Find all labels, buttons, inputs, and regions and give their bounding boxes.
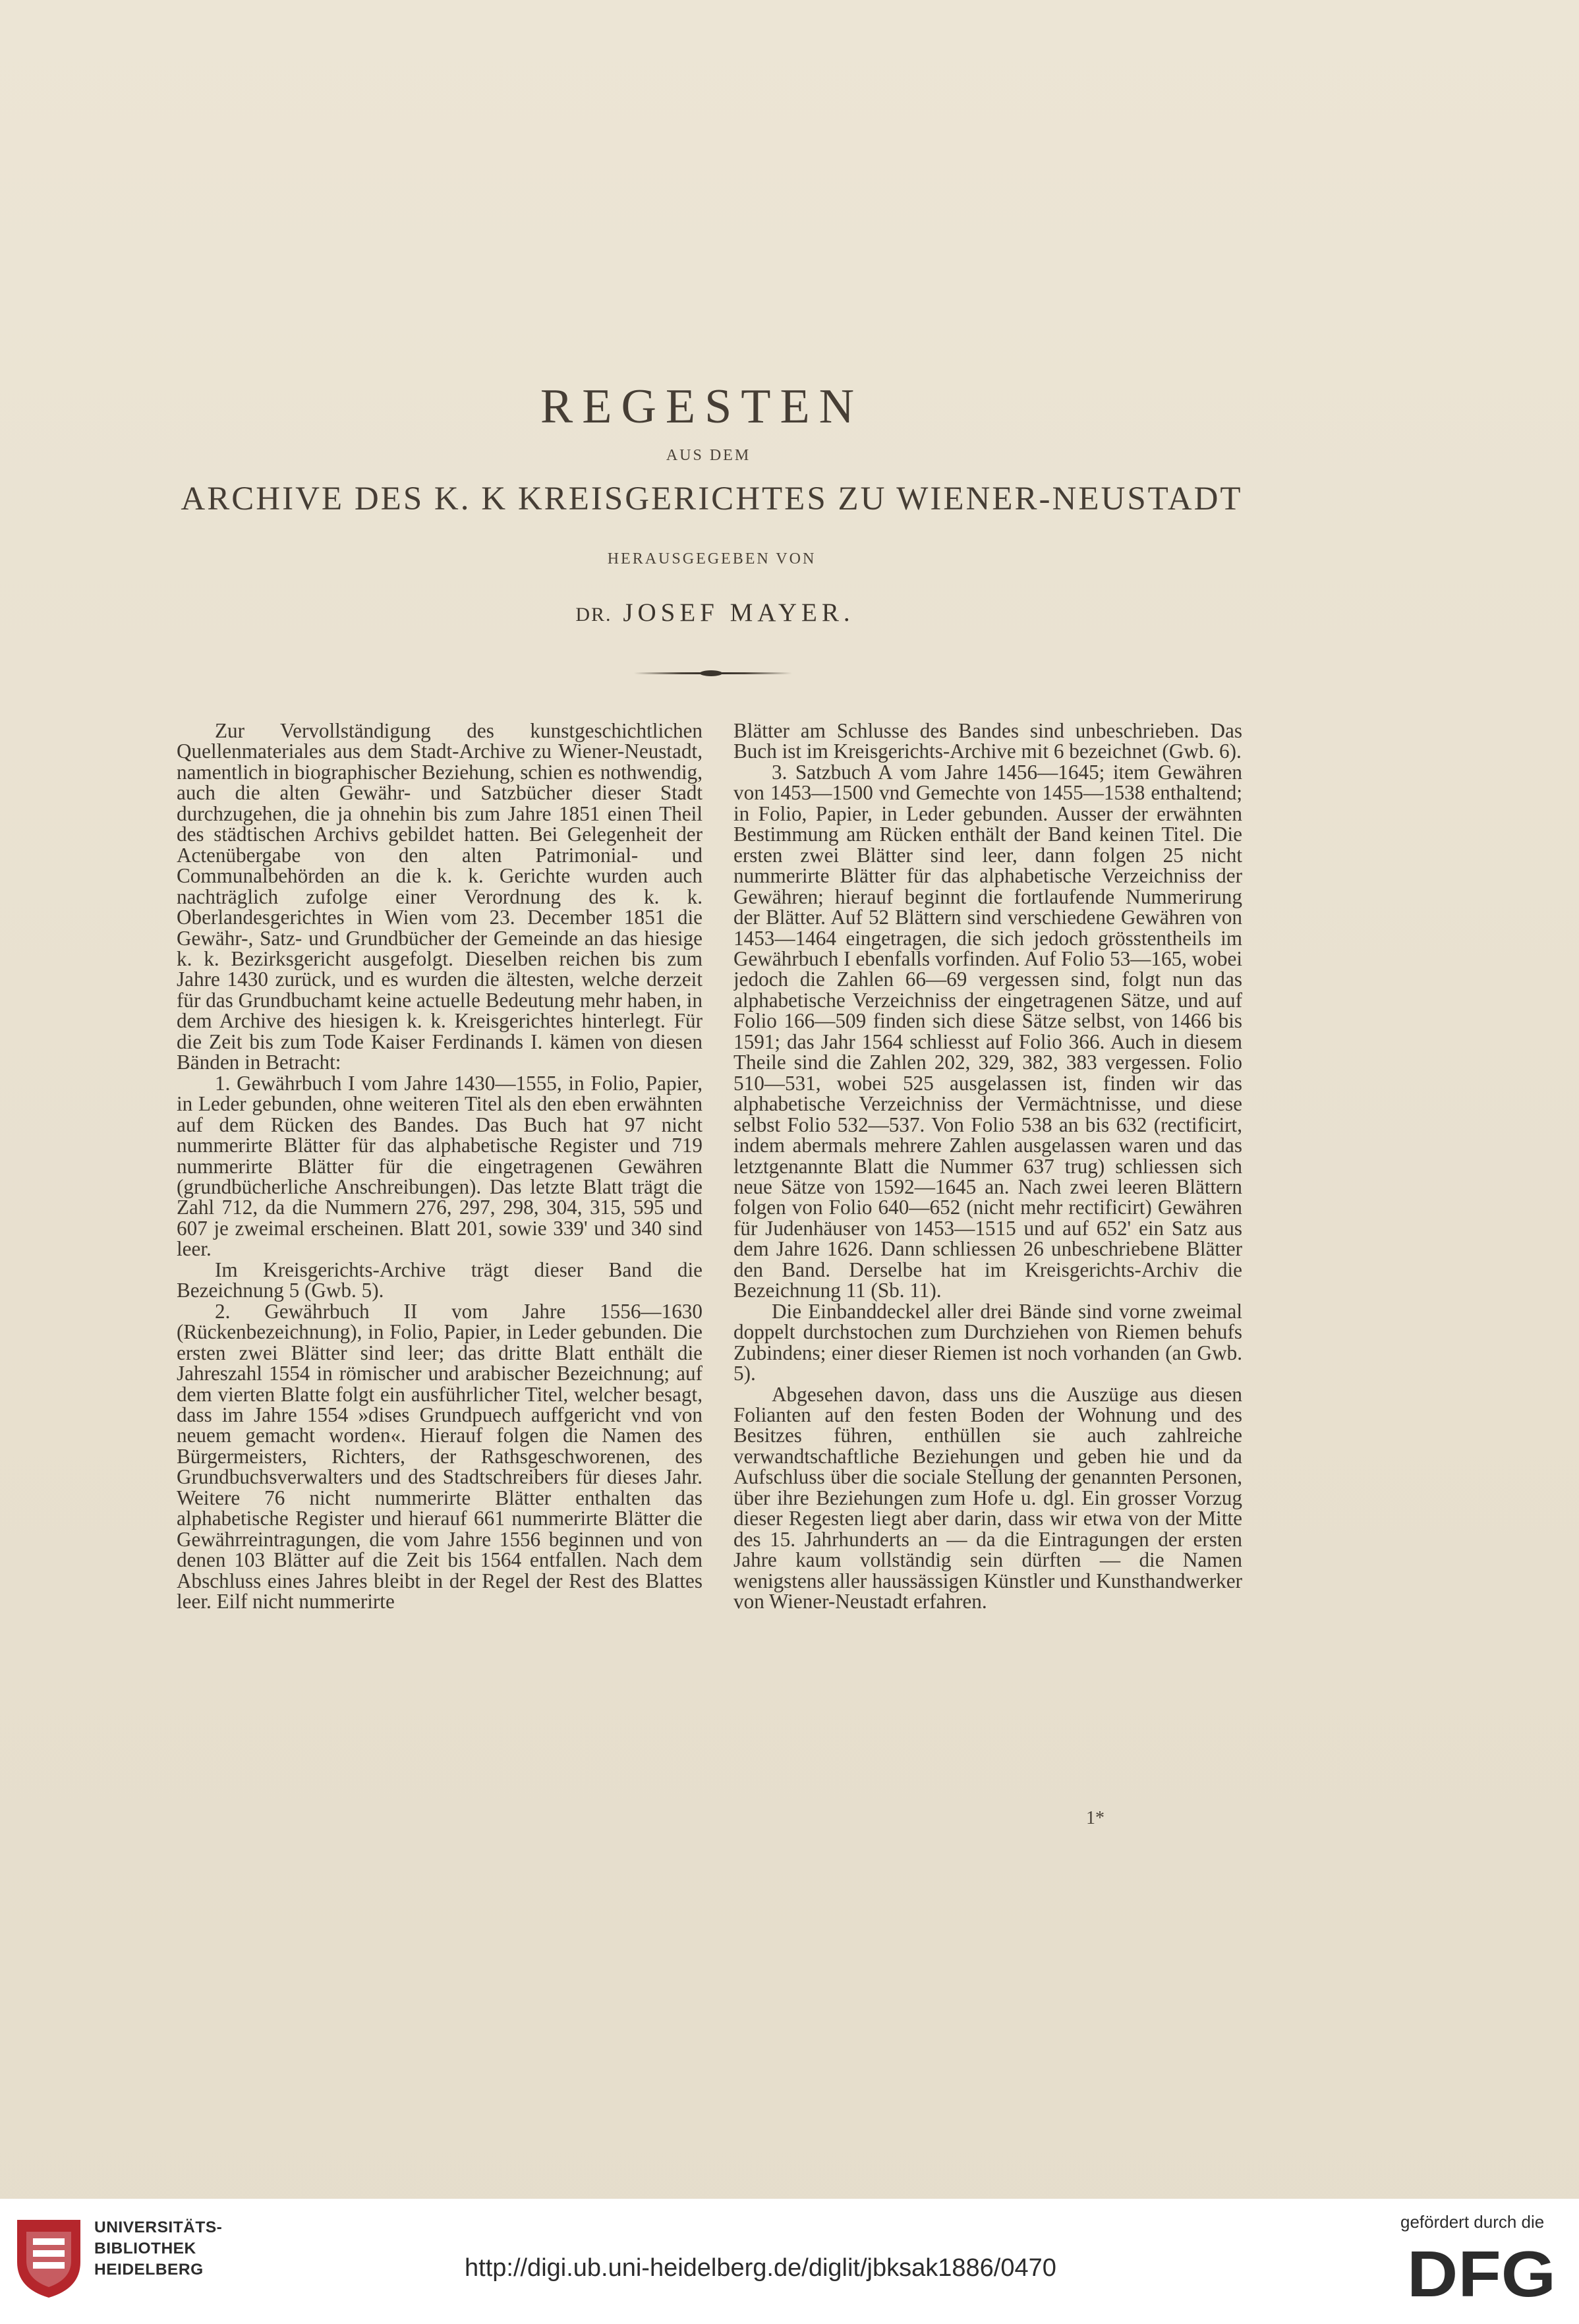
archive-title: ARCHIVE DES K. K KREISGERICHTES ZU WIENER-NEUSTADT [181,480,1243,517]
author-prefix: DR. [575,604,612,625]
page-number: 1* [1086,1808,1105,1828]
svg-text:DFG: DFG [1407,2238,1556,2304]
author-name: JOSEF MAYER. [623,598,855,627]
university-library-logo-icon [13,2216,84,2300]
funded-by-caption: gefördert durch die [1400,2212,1545,2232]
editor-caption: HERAUSGEGEBEN VON [607,550,817,567]
source-url-link[interactable]: http://digi.ub.uni-heidelberg.de/diglit/jbksak1886/0470 [465,2254,1056,2282]
page-title: REGESTEN [540,380,864,434]
paragraph-satzbuch-a: 3. Satzbuch A vom Jahre 1456—1645; item Gewähren von 1453—1500 vnd Gemechte von 1455—1538 enthaltend; in Folio, Papier, in Leder gebunden. Ausser der erwähnten Bestimmung am Rücken enthält der Band keinen Titel. Die ersten zwei Blätter sind leer, dann folgen 25 nicht nummerirte Blätter für das alphabetische Verzeichniss der Gewähren; hierauf beginnt die fortlaufende Nummerirung der Blätter. Auf 52 Blättern sind verschiedene Gewähren von 1453—1464 eingetragen, die sich jedoch grösstentheils im Gewährbuch I ebenfalls vorfinden. Auf Folio 53—165, wobei jedoch die Zahlen 66—69 vergessen sind, folgt nun das alphabetische Verzeichniss der eingetragenen Sätze, und auf Folio 166—509 finden sich diese Sätze selbst, von 1466 bis 1591; das Jahr 1564 schliesst auf Folio 366. Auch in diesem Theile sind die Zahlen 202, 329, 382, 383 vergessen. Folio 510—531, wobei 525 ausgelassen ist, finden wir das alphabetische Verzeichniss der Vermächtnisse, und diese selbst Folio 532—537. Von Folio 538 an bis 632 (rectificirt, indem abermals mehrere Zahlen ausgelassen waren und das letztgenannte Blatt die Nummer 637 trug) schliessen sich neue Sätze von 1592—1645 an. Nach zwei leeren Blättern folgen von Folio 640—652 (nicht mehr rectificirt) Gewähren für Judenhäuser von 1453—1515 und auf 652' ein Satz aus dem Jahre 1626. Dann schliessen 26 unbeschriebene Blätter den Band. Derselbe hat im Kreisgerichts-Archiv die Bezeichnung 11 (Sb. 11). [733,760,1242,1302]
digitization-footer [0,2199,1579,2324]
dfg-logo-icon [1407,2238,1557,2304]
paragraph-intro: Zur Vervollständigung des kunstgeschichtlichen Quellenmateriales aus dem Stadt-Archive zu Wiener-Neustadt, namentlich in biographischer Beziehung, schien es nothwendig, auch die alten Gewähr- und Satzbücher dieser Stadt durchzugehen, die ja ohnehin bis zum Jahre 1851 einen Theil des städtischen Archivs gebildet hatten. Bei Gelegenheit der Actenübergabe von den alten Patrimonial- und Communalbehörden an die k. k. Gerichte wurden auch nachträglich zufolge einer Verordnung des k. k. Oberlandesgerichtes in Wien vom 23. December 1851 die Gewähr-, Satz- und Grundbücher der Gemeinde an das hiesige k. k. Bezirksgericht ausgefolgt. Dieselben reichen bis zum Jahre 1430 zurück, und es wurden die ältesten, welche derzeit für das Grundbuchamt keine actuelle Bedeutung mehr haben, in dem Archive des hiesigen k. k. Kreisgerichtes hinterlegt. Für die Zeit bis zum Tode Kaiser Ferdinands I. kämen von diesen Bänden in Betracht: [177,720,703,1074]
subtitle-aus-dem: AUS DEM [666,447,751,464]
divider-ornament-icon [700,670,722,676]
paragraph-gewaehrbuch-2: 2. Gewährbuch II vom Jahre 1556—1630 (Rückenbezeichnung), in Folio, Papier, in Leder gebunden. Die ersten zwei Blätter sind leer; das dritte Blatt enthält die Jahreszahl 1554 in römischer und arabischer Bezeichnung; auf dem vierten Blatte folgt ein ausführlicher Titel, welcher besagt, dass im Jahre 1554 »dises Grundpuech auffgericht vnd von neuem gemacht worden«. Hierauf folgen die Namen des Bürgermeisters, Richters, der Rathsgeschworenen, des Grundbuchsverwalters und des Stadtschreibers für dieses Jahr. Weitere 76 nicht nummerirte Blätter enthalten das alphabetische Register und hierauf 661 nummerirte Blätter die Gewährreintragungen, die vom Jahre 1556 beginnen und von denen 103 Blätter auf die Zeit bis 1564 entfallen. Nach dem Abschluss eines Jahres bleibt in der Regel der Rest des Blattes leer. Eilf nicht nummerirte [177,1299,703,1613]
paragraph-einbanddeckel: Die Einbanddeckel aller drei Bände sind vorne zweimal doppelt durchstochen zum Durchziehen von Riemen behufs Zubindens; einer dieser Riemen ist noch vorhanden (an Gwb. 5). [733,1299,1242,1385]
paragraph-continuation: Blätter am Schlusse des Bandes sind unbeschrieben. Das Buch ist im Kreisgerichts-Archive mit 6 bezeichnet (Gwb. 6). [733,720,1242,763]
left-text-column [177,720,703,1788]
author-line [0,598,1430,627]
library-name: UNIVERSITÄTS- BIBLIOTHEK HEIDELBERG [94,2219,223,2279]
paragraph-archive-note: Im Kreisgerichts-Archive trägt dieser Band die Bezeichnung 5 (Gwb. 5). [177,1258,703,1302]
right-text-column [733,720,1242,1788]
paragraph-abgesehen: Abgesehen davon, dass uns die Auszüge aus diesen Folianten auf den festen Boden der Wohnung und des Besitzes führen, enthüllen sie auch zahlreiche verwandtschaftliche Beziehungen und geben hie und da Aufschluss über die sociale Stellung der genannten Personen, über ihre Beziehungen zum Hofe u. dgl. Ein grosser Vorzug dieser Regesten liegt aber darin, dass wir etwa von der Mitte des 15. Jahrhunderts an — da die Eintragungen der ersten Jahre kaum vollständig sein dürften — die Namen wenigstens aller haussässigen Künstler und Kunsthandwerker von Wiener-Neustadt erfahren. [733,1382,1242,1613]
paragraph-gewaehrbuch-1: 1. Gewährbuch I vom Jahre 1430—1555, in Folio, Papier, in Leder gebunden, ohne weiteren Titel als den eben erwähnten auf dem Rücken des Bandes. Das Buch hat 97 nicht nummerirte Blätter für das alphabetische Register und 719 nummerirte Blätter für die eingetragenen Gewähren (grundbücherliche Anschreibungen). Das letzte Blatt trägt die Zahl 712, da die Nummern 276, 297, 298, 304, 315, 595 und 607 je zweimal erscheinen. Blatt 201, sowie 339' und 340 sind leer. [177,1071,703,1261]
